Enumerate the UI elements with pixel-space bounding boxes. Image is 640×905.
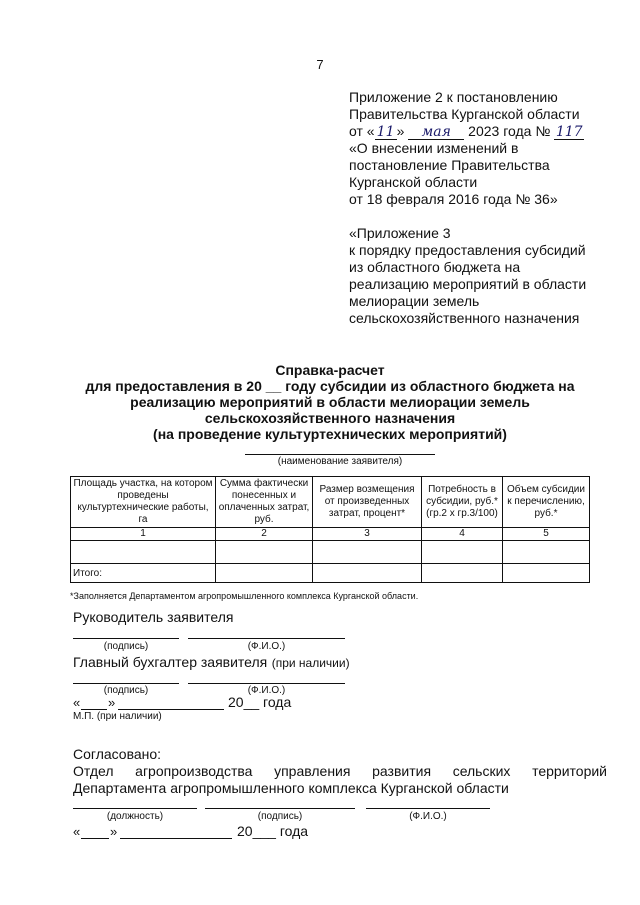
title-line: сельскохозяйственного назначения	[204, 410, 456, 426]
table-total-row	[71, 564, 590, 583]
date-quote: »	[396, 123, 405, 139]
handwritten-number: 117	[555, 124, 583, 140]
column-number: 4	[422, 528, 503, 541]
table-header: Площадь участка, на котором проведены культуртехнические работы, га	[71, 477, 216, 528]
appendix-date-line	[349, 123, 586, 140]
appendix3-line: из областного бюджета на	[349, 259, 521, 275]
accountant-note: (при наличии)	[271, 656, 350, 670]
appendix3-line: реализацию мероприятий в области	[349, 276, 587, 292]
table-cell[interactable]	[503, 541, 590, 564]
applicant-name-caption: (наименование заявителя)	[245, 454, 435, 467]
fio-line	[188, 638, 345, 639]
table-cell[interactable]	[422, 541, 503, 564]
appendix-line: Приложение 2 к постановлению	[349, 89, 558, 105]
table-row	[71, 541, 590, 564]
appendix3-line: «Приложение 3	[349, 225, 451, 241]
title-line: для предоставления в 20 __ году субсидии из областного бюджета на	[85, 378, 575, 394]
appendix-line: «О внесении изменений в	[349, 140, 519, 156]
fio-caption: (Ф.И.О.)	[247, 685, 286, 696]
footnote: *Заполняется Департаментом агропромышленного комплекса Курганской области.	[70, 591, 419, 601]
appendix-line: от 18 февраля 2016 года № 36»	[349, 191, 558, 207]
agreed-date-close: »	[110, 824, 118, 839]
head-signature-title: Руководитель заявителя	[73, 609, 234, 625]
signature-line	[73, 638, 179, 639]
agreed-date-open: «	[73, 824, 81, 839]
signature-caption: (подпись)	[103, 641, 149, 652]
title-line: (на проведение культуртехнических мероприятий)	[153, 426, 507, 442]
fio-line	[366, 808, 490, 809]
date-line-year: 20__ года	[228, 694, 292, 710]
accountant-title: Главный бухгалтер заявителя	[73, 654, 268, 670]
appendix-line: постановление Правительства	[349, 157, 550, 173]
column-number: 1	[71, 528, 216, 541]
table-header: Сумма фактически понесенных и оплаченных затрат, руб.	[216, 477, 313, 528]
table-cell[interactable]	[422, 564, 503, 583]
date-line-close: »	[108, 695, 116, 710]
column-number: 5	[503, 528, 590, 541]
table-cell[interactable]	[216, 564, 313, 583]
table-cell[interactable]	[71, 541, 216, 564]
column-number: 2	[216, 528, 313, 541]
signature-caption: (подпись)	[103, 685, 149, 696]
table-header: Объем субсидии к перечислению, руб.*	[503, 477, 590, 528]
position-line	[73, 808, 197, 809]
table-cell[interactable]	[313, 541, 422, 564]
title-line: реализацию мероприятий в области мелиорации земель	[130, 394, 530, 410]
date-day-line	[81, 709, 107, 710]
agreed-department-line: Отдел агропроизводства управления развития сельских территорий	[73, 763, 607, 779]
date-line-open: «	[73, 695, 81, 710]
date-month-line	[118, 709, 224, 710]
handwritten-month: мая	[408, 125, 464, 140]
date-day-line	[81, 838, 109, 839]
calculation-table	[70, 476, 590, 583]
agreed-department-line: Департамента агропромышленного комплекса Курганской области	[73, 780, 509, 796]
fio-caption: (Ф.И.О.)	[409, 811, 447, 822]
table-cell[interactable]	[313, 564, 422, 583]
appendix3-line: сельскохозяйственного назначения	[349, 310, 580, 326]
signature-caption: (подпись)	[257, 811, 303, 822]
appendix3-line: к порядку предоставления субсидий	[349, 242, 586, 258]
stamp-note: М.П. (при наличии)	[73, 711, 162, 722]
title-line: Справка-расчет	[275, 362, 385, 378]
appendix3-line: мелиорации земель	[349, 293, 480, 309]
table-header-row	[71, 477, 590, 528]
table-cell[interactable]	[216, 541, 313, 564]
table-header: Потребность в субсидии, руб.* (гр.2 x гр.3/100)	[422, 477, 503, 528]
agreed-title: Согласовано:	[73, 746, 162, 762]
appendix-line: Правительства Курганской области	[349, 106, 580, 122]
fio-line	[188, 683, 345, 684]
signature-line	[73, 683, 179, 684]
table-cell[interactable]	[503, 564, 590, 583]
table-number-row	[71, 528, 590, 541]
appendix-line: Курганской области	[349, 174, 478, 190]
accountant-title-line	[73, 654, 350, 672]
table-header: Размер возмещения от произведенных затрат, процент*	[313, 477, 422, 528]
date-year: 2023 года №	[468, 123, 551, 139]
handwritten-day: 11	[375, 125, 397, 140]
total-label: Итого:	[71, 564, 216, 583]
column-number: 3	[313, 528, 422, 541]
appendix-block	[349, 89, 586, 327]
page-number: 7	[316, 57, 324, 72]
position-caption: (должность)	[106, 811, 164, 822]
date-month-line	[120, 838, 232, 839]
date-prefix: от «	[349, 123, 375, 139]
agreed-date-year: 20___ года	[237, 823, 309, 839]
fio-caption: (Ф.И.О.)	[247, 641, 286, 652]
document-title	[60, 362, 600, 442]
signature-line	[205, 808, 355, 809]
